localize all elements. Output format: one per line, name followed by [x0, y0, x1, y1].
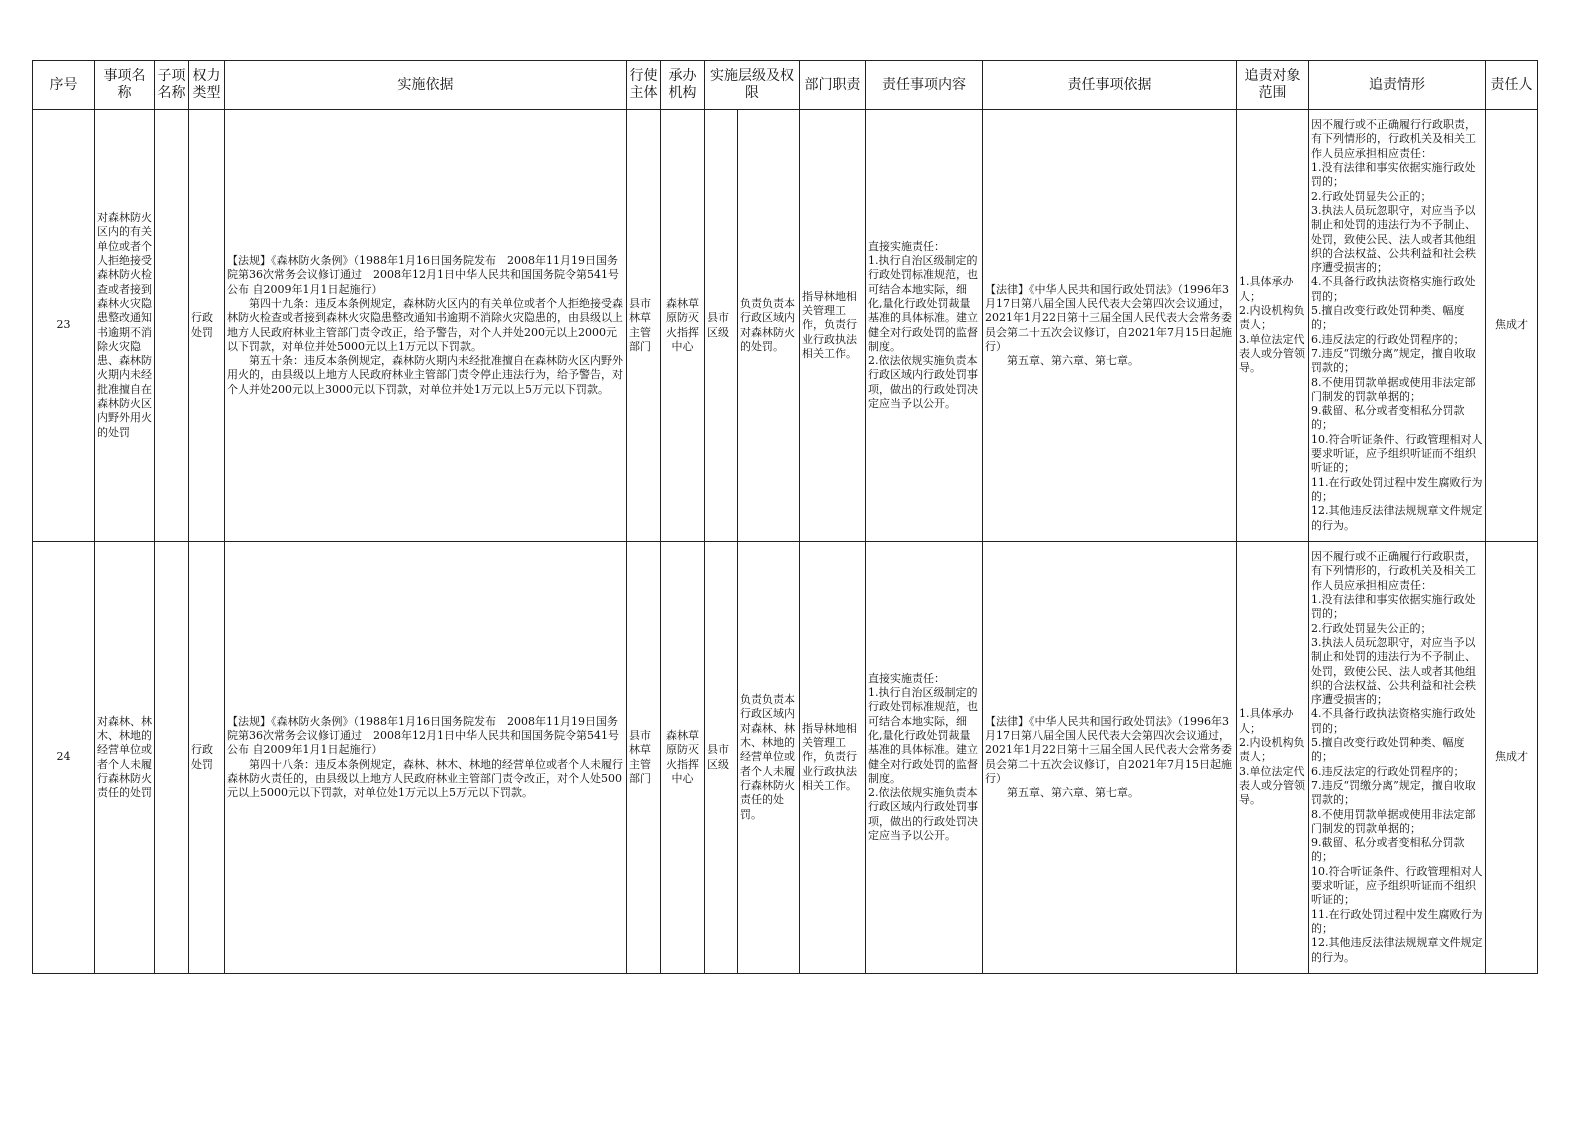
header-agency: 承办机构 [661, 61, 705, 110]
responsibility-table [32, 60, 1538, 974]
cell-person: 焦成才 [1486, 542, 1538, 974]
cell-resp-basis: 【法律】《中华人民共和国行政处罚法》（1996年3月17日第八届全国人民代表大会第四次会议通过，2021年1月22日第十三届全国人民代表大会常务委员会第二十五次会议修订，自2021年7月15日起施行） 第五章、第六章、第七章。 [983, 110, 1237, 542]
cell-agency: 森林草原防灭火指挥中心 [661, 542, 705, 974]
cell-scope: 1.具体承办人； 2.内设机构负责人； 3.单位法定代表人或分管领导。 [1237, 542, 1309, 974]
cell-basis: 【法规】《森林防火条例》（1988年1月16日国务院发布 2008年11月19日国务院第36次常务会议修订通过 2008年12月1日中华人民共和国国务院令第541号公布 自2009年1月1日起施行） 第四十九条：违反本条例规定，森林防火区内的有关单位或者个人拒绝接受森林防火检查或者接到森林火灾隐患整改通知书逾期不消除火灾隐患的，由县级以上地方人民政府林业主管部门责令改正，给予警告，对个人并处200元以上2000元以下罚款，对单位并处5000元以上1万元以下罚款。 第五十条：违反本条例规定，森林防火期内未经批准擅自在森林防火区内野外用火的，由县级以上地方人民政府林业主管部门责令停止违法行为，给予警告，对个人并处200元以上3000元以下罚款，对单位并处1万元以上5万元以下罚款。 [225, 110, 627, 542]
header-situation: 追责情形 [1309, 61, 1486, 110]
cell-subject: 县市林草主管部门 [627, 542, 661, 974]
cell-seq: 24 [33, 542, 95, 974]
cell-resp-basis: 【法律】《中华人民共和国行政处罚法》（1996年3月17日第八届全国人民代表大会第四次会议通过，2021年1月22日第十三届全国人民代表大会常务委员会第二十五次会议修订，自2021年7月15日起施行） 第五章、第六章、第七章。 [983, 542, 1237, 974]
header-level: 实施层级及权限 [705, 61, 800, 110]
header-power-type: 权力类型 [189, 61, 225, 110]
cell-level-detail: 负责负责本行政区域内对森林防火的处罚。 [738, 110, 800, 542]
header-person: 责任人 [1486, 61, 1538, 110]
cell-situation: 因不履行或不正确履行行政职责，有下列情形的，行政机关及相关工作人员应承担相应责任： 1.没有法律和事实依据实施行政处罚的； 2.行政处罚显失公正的； 3.执法人员玩忽职守，对应当予以制止和处罚的违法行为不予制止、处罚，致使公民、法人或者其他组织的合法权益、公共利益和社会秩序遭受损害的； 4.不具备行政执法资格实施行政处罚的； 5.擅自改变行政处罚种类、幅度的； 6.违反法定的行政处罚程序的； 7.违反“罚缴分离”规定，擅自收取罚款的； 8.不使用罚款单据或使用非法定部门制发的罚款单据的； 9.截留、私分或者变相私分罚款的； 10.符合听证条件、行政管理相对人要求听证，应予组织听证而不组织听证的； 11.在行政处罚过程中发生腐败行为的； 12.其他违反法律法规规章文件规定的行为。 [1309, 542, 1486, 974]
cell-scope: 1.具体承办人； 2.内设机构负责人； 3.单位法定代表人或分管领导。 [1237, 110, 1309, 542]
cell-basis: 【法规】《森林防火条例》（1988年1月16日国务院发布 2008年11月19日国务院第36次常务会议修订通过 2008年12月1日中华人民共和国国务院令第541号公布 自2009年1月1日起施行） 第四十八条：违反本条例规定，森林、林木、林地的经营单位或者个人未履行森林防火责任的，由县级以上地方人民政府林业主管部门责令改正，对个人处500元以上5000元以下罚款，对单位处1万元以上5万元以下罚款。 [225, 542, 627, 974]
cell-level-detail: 负责负责本行政区域内对森林、林木、林地的经营单位或者个人未履行森林防火责任的处罚。 [738, 542, 800, 974]
cell-agency: 森林草原防灭火指挥中心 [661, 110, 705, 542]
table-row [33, 542, 1538, 974]
cell-resp-content: 直接实施责任： 1.执行自治区级制定的行政处罚标准规范，也可结合本地实际，细化,量化行政处罚裁量基准的具体标准。建立健全对行政处罚的监督制度。 2.依法依规实施负责本行政区域内行政处罚事项，做出的行政处罚决定应当予以公开。 [866, 542, 983, 974]
cell-duty: 指导林地相关管理工作，负责行业行政执法相关工作。 [800, 110, 866, 542]
cell-duty: 指导林地相关管理工作，负责行业行政执法相关工作。 [800, 542, 866, 974]
cell-sub-name [155, 542, 189, 974]
cell-level: 县市区级 [705, 110, 738, 542]
cell-item-name: 对森林、林木、林地的经营单位或者个人未履行森林防火责任的处罚 [95, 542, 155, 974]
cell-level: 县市区级 [705, 542, 738, 974]
header-item-name: 事项名称 [95, 61, 155, 110]
cell-person: 焦成才 [1486, 110, 1538, 542]
header-basis: 实施依据 [225, 61, 627, 110]
header-scope: 追责对象范围 [1237, 61, 1309, 110]
header-subject: 行使主体 [627, 61, 661, 110]
cell-item-name: 对森林防火区内的有关单位或者个人拒绝接受森林防火检查或者接到森林火灾隐患整改通知书逾期不消除火灾隐患、森林防火期内未经批准擅自在森林防火区内野外用火的处罚 [95, 110, 155, 542]
header-duty: 部门职责 [800, 61, 866, 110]
table-row [33, 110, 1538, 542]
header-resp-content: 责任事项内容 [866, 61, 983, 110]
cell-sub-name [155, 110, 189, 542]
cell-resp-content: 直接实施责任： 1.执行自治区级制定的行政处罚标准规范，也可结合本地实际，细化,量化行政处罚裁量基准的具体标准。建立健全对行政处罚的监督制度。 2.依法依规实施负责本行政区域内行政处罚事项，做出的行政处罚决定应当予以公开。 [866, 110, 983, 542]
header-seq: 序号 [33, 61, 95, 110]
cell-subject: 县市林草主管部门 [627, 110, 661, 542]
cell-seq: 23 [33, 110, 95, 542]
header-sub-name: 子项名称 [155, 61, 189, 110]
table-header-row [33, 61, 1538, 110]
cell-situation: 因不履行或不正确履行行政职责，有下列情形的，行政机关及相关工作人员应承担相应责任： 1.没有法律和事实依据实施行政处罚的； 2.行政处罚显失公正的； 3.执法人员玩忽职守，对应当予以制止和处罚的违法行为不予制止、处罚，致使公民、法人或者其他组织的合法权益、公共利益和社会秩序遭受损害的； 4.不具备行政执法资格实施行政处罚的； 5.擅自改变行政处罚种类、幅度的； 6.违反法定的行政处罚程序的； 7.违反“罚缴分离”规定，擅自收取罚款的； 8.不使用罚款单据或使用非法定部门制发的罚款单据的； 9.截留、私分或者变相私分罚款的； 10.符合听证条件、行政管理相对人要求听证，应予组织听证而不组织听证的； 11.在行政处罚过程中发生腐败行为的； 12.其他违反法律法规规章文件规定的行为。 [1309, 110, 1486, 542]
cell-power-type: 行政处罚 [189, 542, 225, 974]
header-resp-basis: 责任事项依据 [983, 61, 1237, 110]
cell-power-type: 行政处罚 [189, 110, 225, 542]
